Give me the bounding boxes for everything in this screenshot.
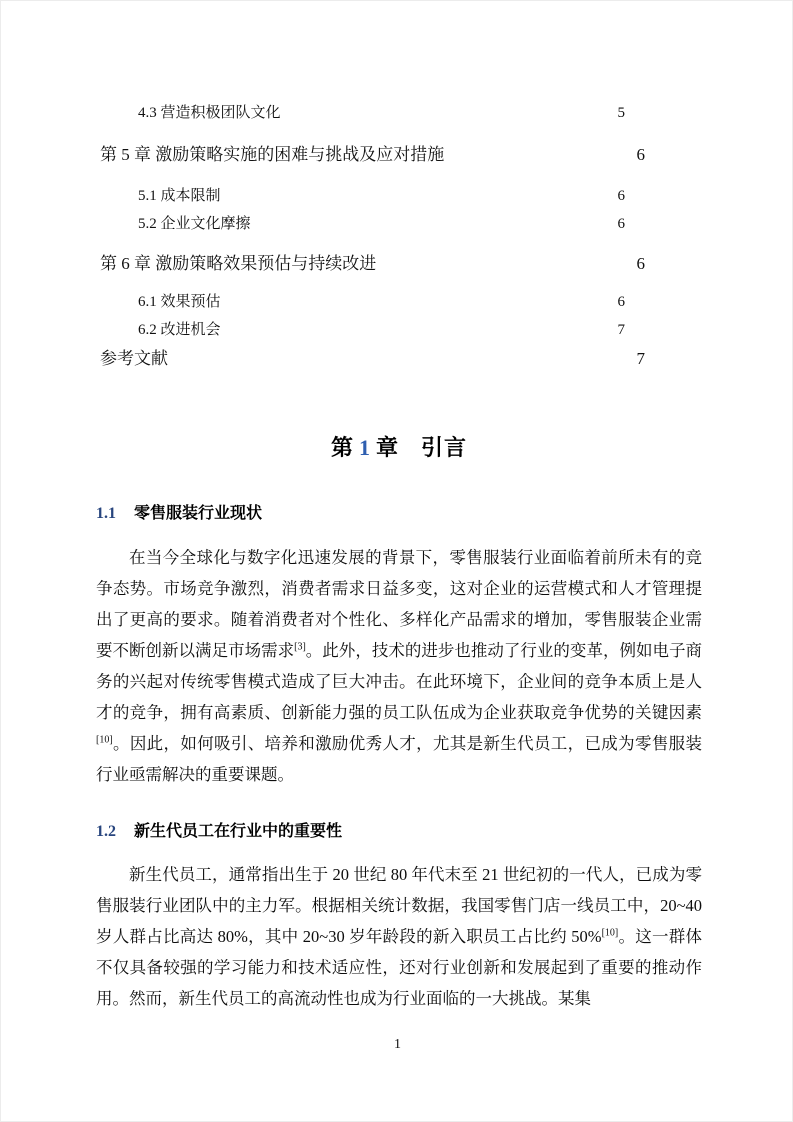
toc-page-number: 6 — [617, 188, 625, 204]
toc-page-number: 6 — [617, 216, 625, 232]
paragraph-text: 。此外，技术的进步也推动了行业的变革，例如电子商务的兴起对传统零售模式造成了巨大冲击。在此环境下，企业间的竞争本质上是人才的竞争，拥有高素质、创新能力强的员工队伍成为企业获取竞争优势的关键因素 — [96, 641, 703, 722]
toc-entry-5-2[interactable] — [138, 214, 625, 235]
section-title-text: 零售服装行业现状 — [134, 505, 263, 522]
paragraph-text: 。这一群体不仅具备较强的学习能力和技术适应性，还对行业创新和发展起到了重要的推动作用。然而，新生代员工的高流动性也成为行业面临的一大挑战。某集 — [96, 927, 703, 1008]
paragraph-text: 。因此，如何吸引、培养和激励优秀人才，尤其是新生代员工，已成为零售服装行业亟需解决的重要课题。 — [96, 734, 702, 784]
body-paragraph-1 — [96, 542, 702, 790]
toc-page-number: 7 — [636, 349, 645, 368]
section-number: 1.2 — [96, 823, 116, 840]
toc-page-number: 5 — [617, 105, 625, 121]
toc-entry-6-2[interactable] — [138, 320, 625, 341]
toc-entry-label: 4.3 营造积极团队文化 — [138, 105, 281, 121]
chapter-suffix: 章 — [375, 435, 399, 460]
section-heading-1-1 — [96, 503, 702, 525]
toc-page-number: 7 — [617, 322, 625, 338]
paragraph-text: 在当今全球化与数字化迅速发展的背景下，零售服装行业面临着前所未有的竞争态势。市场竞争激烈，消费者需求日益多变，这对企业的运营模式和人才管理提出了更高的要求。随着消费者对个性化、多样化产品需求的增加，零售服装企业需要不断创新以满足市场需求 — [96, 548, 702, 660]
toc-page-number: 6 — [636, 254, 645, 273]
toc-entry-5-1[interactable] — [138, 186, 625, 207]
toc-entry-label: 第 6 章 激励策略效果预估与持续改进 — [100, 254, 377, 273]
chapter-prefix: 第 — [330, 435, 354, 460]
section-heading-1-2 — [96, 821, 702, 843]
toc-entry-references[interactable] — [100, 347, 645, 371]
toc-entry-label: 5.1 成本限制 — [138, 188, 221, 204]
toc-entry-6-1[interactable] — [138, 292, 625, 313]
toc-page-number: 6 — [636, 145, 645, 164]
toc-entry-label: 6.2 改进机会 — [138, 322, 221, 338]
toc-entry-label: 参考文献 — [100, 349, 168, 368]
chapter-title-text: 引言 — [421, 435, 468, 460]
toc-page-number: 6 — [617, 294, 625, 310]
toc-entry-label: 5.2 企业文化摩擦 — [138, 216, 251, 232]
section-number: 1.1 — [96, 505, 116, 522]
citation-ref: [10] — [601, 927, 619, 939]
toc-entry-4-3[interactable] — [138, 103, 625, 124]
footer-page-number: 1 — [394, 1037, 401, 1052]
section-title-text: 新生代员工在行业中的重要性 — [134, 823, 343, 840]
citation-ref: [10] — [96, 734, 113, 746]
chapter-number: 1 — [358, 435, 371, 460]
citation-ref: [3] — [294, 641, 306, 653]
toc-entry-chapter-6[interactable] — [100, 252, 645, 276]
chapter-heading — [96, 434, 702, 462]
toc-entry-chapter-5[interactable] — [100, 143, 645, 167]
toc-entry-label: 6.1 效果预估 — [138, 294, 221, 310]
paragraph-text: 新生代员工，通常指出生于 20 世纪 80 年代末至 21 世纪初的一代人，已成为零售服装行业团队中的主力军。根据相关统计数据，我国零售门店一线员工中，20~40 岁人群占比高达 80%，其中 20~30 岁年龄段的新入职员工占比约 50% — [96, 865, 702, 946]
body-paragraph-2 — [96, 859, 702, 1014]
toc-entry-label: 第 5 章 激励策略实施的困难与挑战及应对措施 — [100, 145, 445, 164]
